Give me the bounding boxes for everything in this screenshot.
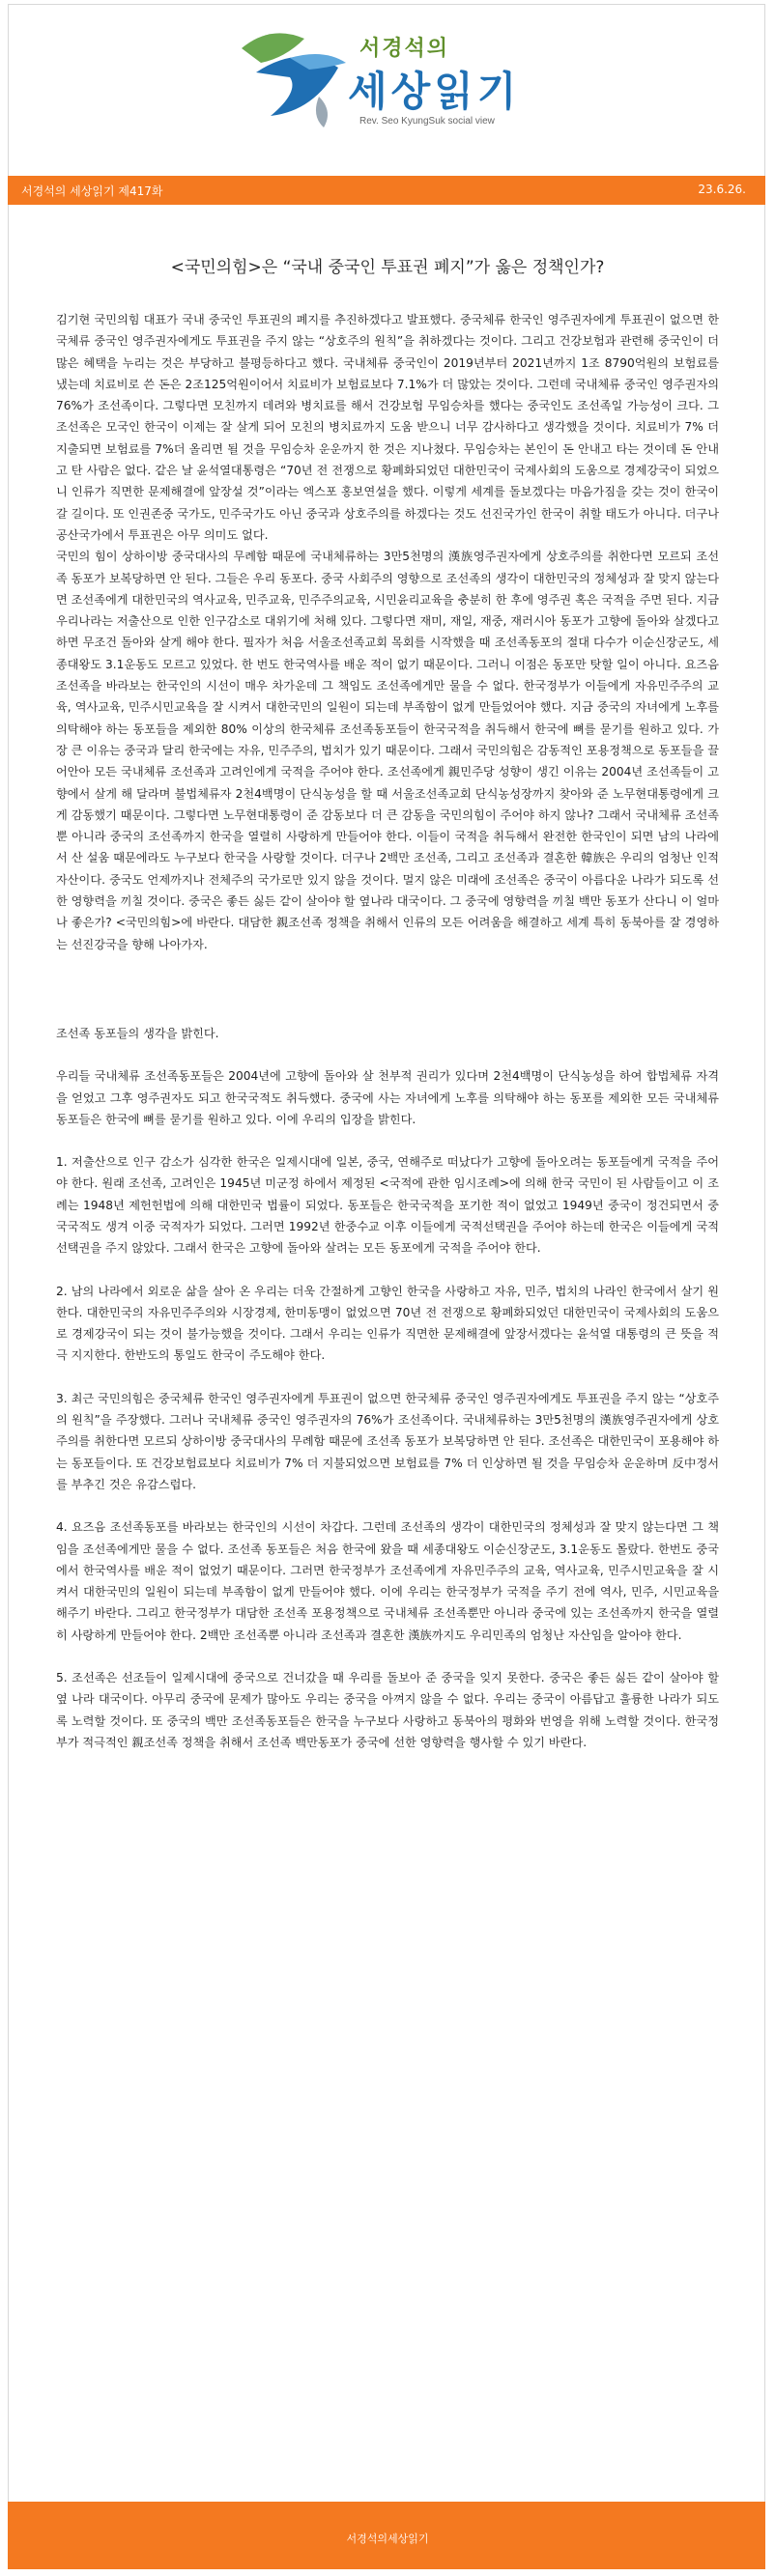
statement-heading: 조선족 동포들의 생각을 밝힌다. <box>56 1026 219 1040</box>
series-title: 서경석의 세상읽기 제417화 <box>21 184 163 198</box>
statement-intro: 우리들 국내체류 조선족동포들은 2004년에 고향에 돌아와 살 천부적 권리가 있다며 2천4백명이 단식농성을 하여 합법체류 자격을 얻었고 그후 영주권자도 되고 한국국적도 취득했다. 중국에 사는 자녀에게 노후를 의탁해야 하는 동포를 제외한 모든 국내체류 동포들은 한국에 뼈를 묻기를 원하고 있다. 이에 우리의 입장을 밝힌다. <box>56 1069 719 1126</box>
paragraph-2: 국민의 힘이 상하이방 중국대사의 무례함 때문에 국내체류하는 3만5천명의 漢族영주권자에게 상호주의를 취한다면 모르되 조선족 동포가 보복당하면 안 된다. 그들은 우리 동포다. 중국 사회주의 영향으로 조선족의 생각이 대한민국의 정체성과 잘 맞지 않는다면 조선족에게 대한민국의 역사교육, 민주교육, 민주주의교육, 시민윤리교육을 충분히 한 후에 영주권 혹은 국적을 주면 된다. 지금 우리나라는 저출산으로 인한 인구감소로 대위기에 처해 있다. 그렇다면 재미, 재일, 재중, 재러시아 동포가 고향에 돌아와 살겠다고 하면 무조건 돌아와 살게 해야 한다. 필자가 처음 서울조선족교회 목회를 시작했을 때 조선족동포의 절대 다수가 이순신장군도, 세종대왕도 3.1운동도 모르고 있었다. 한 번도 한국역사를 배운 적이 없기 때문이다. 그러니 이점은 동포만 탓할 일이 아니다. 요즈음 조선족을 바라보는 한국인의 시선이 매우 차가운데 그 책임도 조선족에게만 물을 수 없다. 한국정부가 이들에게 자유민주주의 교육, 역사교육, 민주시민교육을 잘 시켜서 대한국민의 일원이 되는데 부족함이 없게 만들었어야 했다. 지금 중국의 자녀에게 노후를 의탁해야 하는 동포들을 제외한 80% 이상의 한국체류 조선족동포들이 한국국적을 취득해서 한국에 뼈를 묻기를 원하고 있다. 가장 큰 이유는 중국과 달리 한국에는 자유, 민주주의, 법치가 있기 때문이다. 그래서 국민의힘은 감동적인 포용정책으로 동포들을 끌어안아 모든 국내체류 조선족과 고려인에게 국적을 주어야 한다. 조선족에게 親민주당 성향이 생긴 이유는 2004년 조선족들이 고향에서 살게 해 달라며 불법체류자 2천4백명이 단식농성을 할 때 서울조선족교회 단식농성장까지 찾아와 준 노무현대통령에게 크게 감동했기 때문이다. 그렇다면 노무현대통령이 준 감동보다 더 큰 감동을 국민의힘이 주어야 하지 않나? 그래서 국내체류 조선족 뿐 아니라 중국의 조선족까지 한국을 열렬히 사랑하게 만들어야 한다. 이들이 국적을 취득해서 완전한 한국인이 되면 남의 나라에서 산 설움 때문에라도 누구보다 한국을 사랑할 것이다. 더구나 2백만 조선족, 그리고 조선족과 결혼한 韓族은 우리의 엄청난 인적 자산이다. 중국도 언제까지나 전체주의 국가로만 있지 않을 것이다. 멀지 않은 미래에 조선족은 중국이 아름다운 나라가 되도록 선한 영향력을 끼칠 것이다. 중국은 좋든 싫든 같이 살아야 할 옆나라 대국이다. 그 중국에 영향력을 끼칠 백만 동포가 산다니 이 얼마나 좋은가? <국민의힘>에 바란다. 대담한 親조선족 정책을 취해서 인류의 모든 어려움을 해결하고 세계 특히 동북아를 잘 경영하는 선진강국을 향해 나아가자. <box>56 550 719 951</box>
statement-item-4: 4. 요즈음 조선족동포를 바라보는 한국인의 시선이 차갑다. 그런데 조선족의 생각이 대한민국의 정체성과 잘 맞지 않는다면 그 책임을 조선족에게만 물을 수 없다. 조선족 동포들은 처음 한국에 왔을 때 세종대왕도 이순신장군도, 3.1운동도 몰랐다. 한번도 중국에서 한국역사를 배운 적이 없었기 때문이다. 그러면 한국정부가 조선족에게 자유민주주의 교육, 역사교육, 민주시민교육을 잘 시켜서 대한국민의 일원이 되는데 부족함이 없게 만들어야 했다. 이에 우리는 한국정부가 국적을 주기 전에 역사, 민주, 시민교육을 해주기 바란다. 그리고 한국정부가 대담한 조선족 포용정책으로 국내체류 조선족뿐만 아니라 중국에 있는 조선족까지 한국을 열렬히 사랑하게 만들어야 한다. 2백만 조선족뿐 아니라 조선족과 결혼한 漢族까지도 우리민족의 엄청난 자산임을 알아야 한다. <box>56 1520 719 1642</box>
footer-label: 서경석의세상읽기 <box>346 2533 429 2545</box>
series-date: 23.6.26. <box>698 183 746 196</box>
logo-title: 세상읽기 <box>348 68 521 115</box>
paragraph-1: 김기현 국민의힘 대표가 국내 중국인 투표권의 폐지를 추진하겠다고 발표했다. 중국체류 한국인 영주권자에게 투표권이 없으면 한국체류 중국인 영주권자에게도 투표권을 주지 않는 “상호주의 원칙”을 취하겠다는 것이다. 그리고 건강보험과 관련해 중국인이 더 많은 혜택을 누리는 것은 부당하고 불평등하다고 했다. 국내체류 중국인이 2019년부터 2021년까지 1조 8790억원의 보험료를 냈는데 치료비로 쓴 돈은 2조125억원이어서 치료비가 보험료보다 7.1%가 더 많았는 것이다. 그런데 국내체류 중국인 영주권자의 76%가 조선족이다. 그렇다면 모친까지 데려와 병치료를 해서 건강보험 무임승차를 했다는 중국인도 조선족일 가능성이 크다. 그 조선족은 모국인 한국이 이제는 잘 살게 되어 모친의 병치료까지 도움 받으니 너무 감사하다고 생각했을 것이다. 치료비가 7% 더 지출되면 보험료를 7%더 올리면 될 것을 무임승차 운운까지 한 것은 지나쳤다. 무임승차는 본인이 돈 안내고 타는 것이데 돈 안내고 탄 사람은 없다. 같은 날 윤석열대통령은 “70년 전 전쟁으로 황폐화되었던 대한민국이 국제사회의 도움으로 경제강국이 되었으니 인류가 직면한 문제해결에 앞장설 것”이라는 엑스포 홍보연설을 했다. 이렇게 세계를 돌보겠다는 마음가짐을 갖는 것이 한국이 갈 길이다. 또 인권존중 국가도, 민주국가도 아닌 중국과 상호주의를 하겠다는 것도 선진국가인 한국이 취할 태도가 아니다. 더구나 공산국가에서 투표권은 아무 의미도 없다. <box>56 313 719 542</box>
logo-english: Rev. Seo KyungSuk social view <box>359 116 495 127</box>
article-body <box>56 309 719 1753</box>
statement-item-5: 5. 조선족은 선조들이 일제시대에 중국으로 건너갔을 때 우리를 돌보아 준 중국을 잊지 못한다. 중국은 좋든 싫든 같이 살아야 할 옆 나라 대국이다. 아무리 중국에 문제가 많아도 우리는 중국을 아껴지 않을 수 없다. 우리는 중국이 아름답고 훌륭한 나라가 되도록 노력할 것이다. 또 중국의 백만 조선족동포들은 한국을 누구보다 사랑하고 동북아의 평화와 번영을 위해 노력할 것이다. 한국정부가 적극적인 親조선족 정책을 취해서 조선족 백만동포가 중국에 선한 영향력을 행사할 수 있기 바란다. <box>56 1671 719 1749</box>
statement-item-3: 3. 최근 국민의힘은 중국체류 한국인 영주권자에게 투표권이 없으면 한국체류 중국인 영주권자에게도 투표권을 주지 않는 “상호주의 원칙”을 주장했다. 그러나 국내체류 중국인 영주권자의 76%가 조선족이다. 국내체류하는 3만5천명의 漢族영주권자에게 상호주의를 취한다면 모르되 상하이방 중국대사의 무례함 때문에 조선족 동포가 보복당하면 안 된다. 조선족은 대한민국이 포용해야 하는 동포들이다. 또 건강보험료보다 치료비가 7% 더 지불되었으면 보험료를 7% 더 인상하면 될 것을 무임승차 운운하며 反中정서를 부추긴 것은 유감스럽다. <box>56 1391 719 1491</box>
statement-item-1: 1. 저출산으로 인구 감소가 심각한 한국은 일제시대에 일본, 중국, 연해주로 떠났다가 고향에 돌아오려는 동포들에게 국적을 주어야 한다. 원래 조선족, 고려인은 1945년 미군정 하에서 제정된 <국적에 관한 임시조례>에 의해 한국 국민이 된 사람들이고 이 조례는 1948년 제헌헌법에 의해 대한민국 법률이 되었다. 동포들은 한국국적을 포기한 적이 없었고 1949년 중국이 정건되면서 중국국적도 생겨 이중 국적자가 되었다. 그러면 1992년 한중수교 이후 이들에게 국적선택권을 주어야 하는데 한국은 이들에게 국적선택권을 주지 않았다. 그래서 한국은 고향에 돌아와 살려는 모든 동포에게 국적을 주어야 한다. <box>56 1155 719 1256</box>
logo-subtitle: 서경석의 <box>359 37 450 61</box>
article-headline: <국민의힘>은 “국내 중국인 투표권 폐지”가 옳은 정책인가? <box>170 258 605 277</box>
logo-swoosh-gray <box>316 97 328 127</box>
statement-item-2: 2. 남의 나라에서 외로운 삶을 살아 온 우리는 더욱 간절하게 고향인 한국을 사랑하고 자유, 민주, 법치의 나라인 한국에서 살기 원한다. 대한민국의 자유민주주의와 시장경제, 한미동맹이 없었으면 70년 전 전쟁으로 황폐화되었던 대한민국이 국제사회의 도움으로 경제강국이 되는 것이 불가능했을 것이다. 그래서 우리는 인류가 직면한 문제해결에 앞장서겠다는 윤석열 대통령의 큰 뜻을 적극 지지한다. 한반도의 통일도 한국이 주도해야 한다. <box>56 1284 719 1363</box>
